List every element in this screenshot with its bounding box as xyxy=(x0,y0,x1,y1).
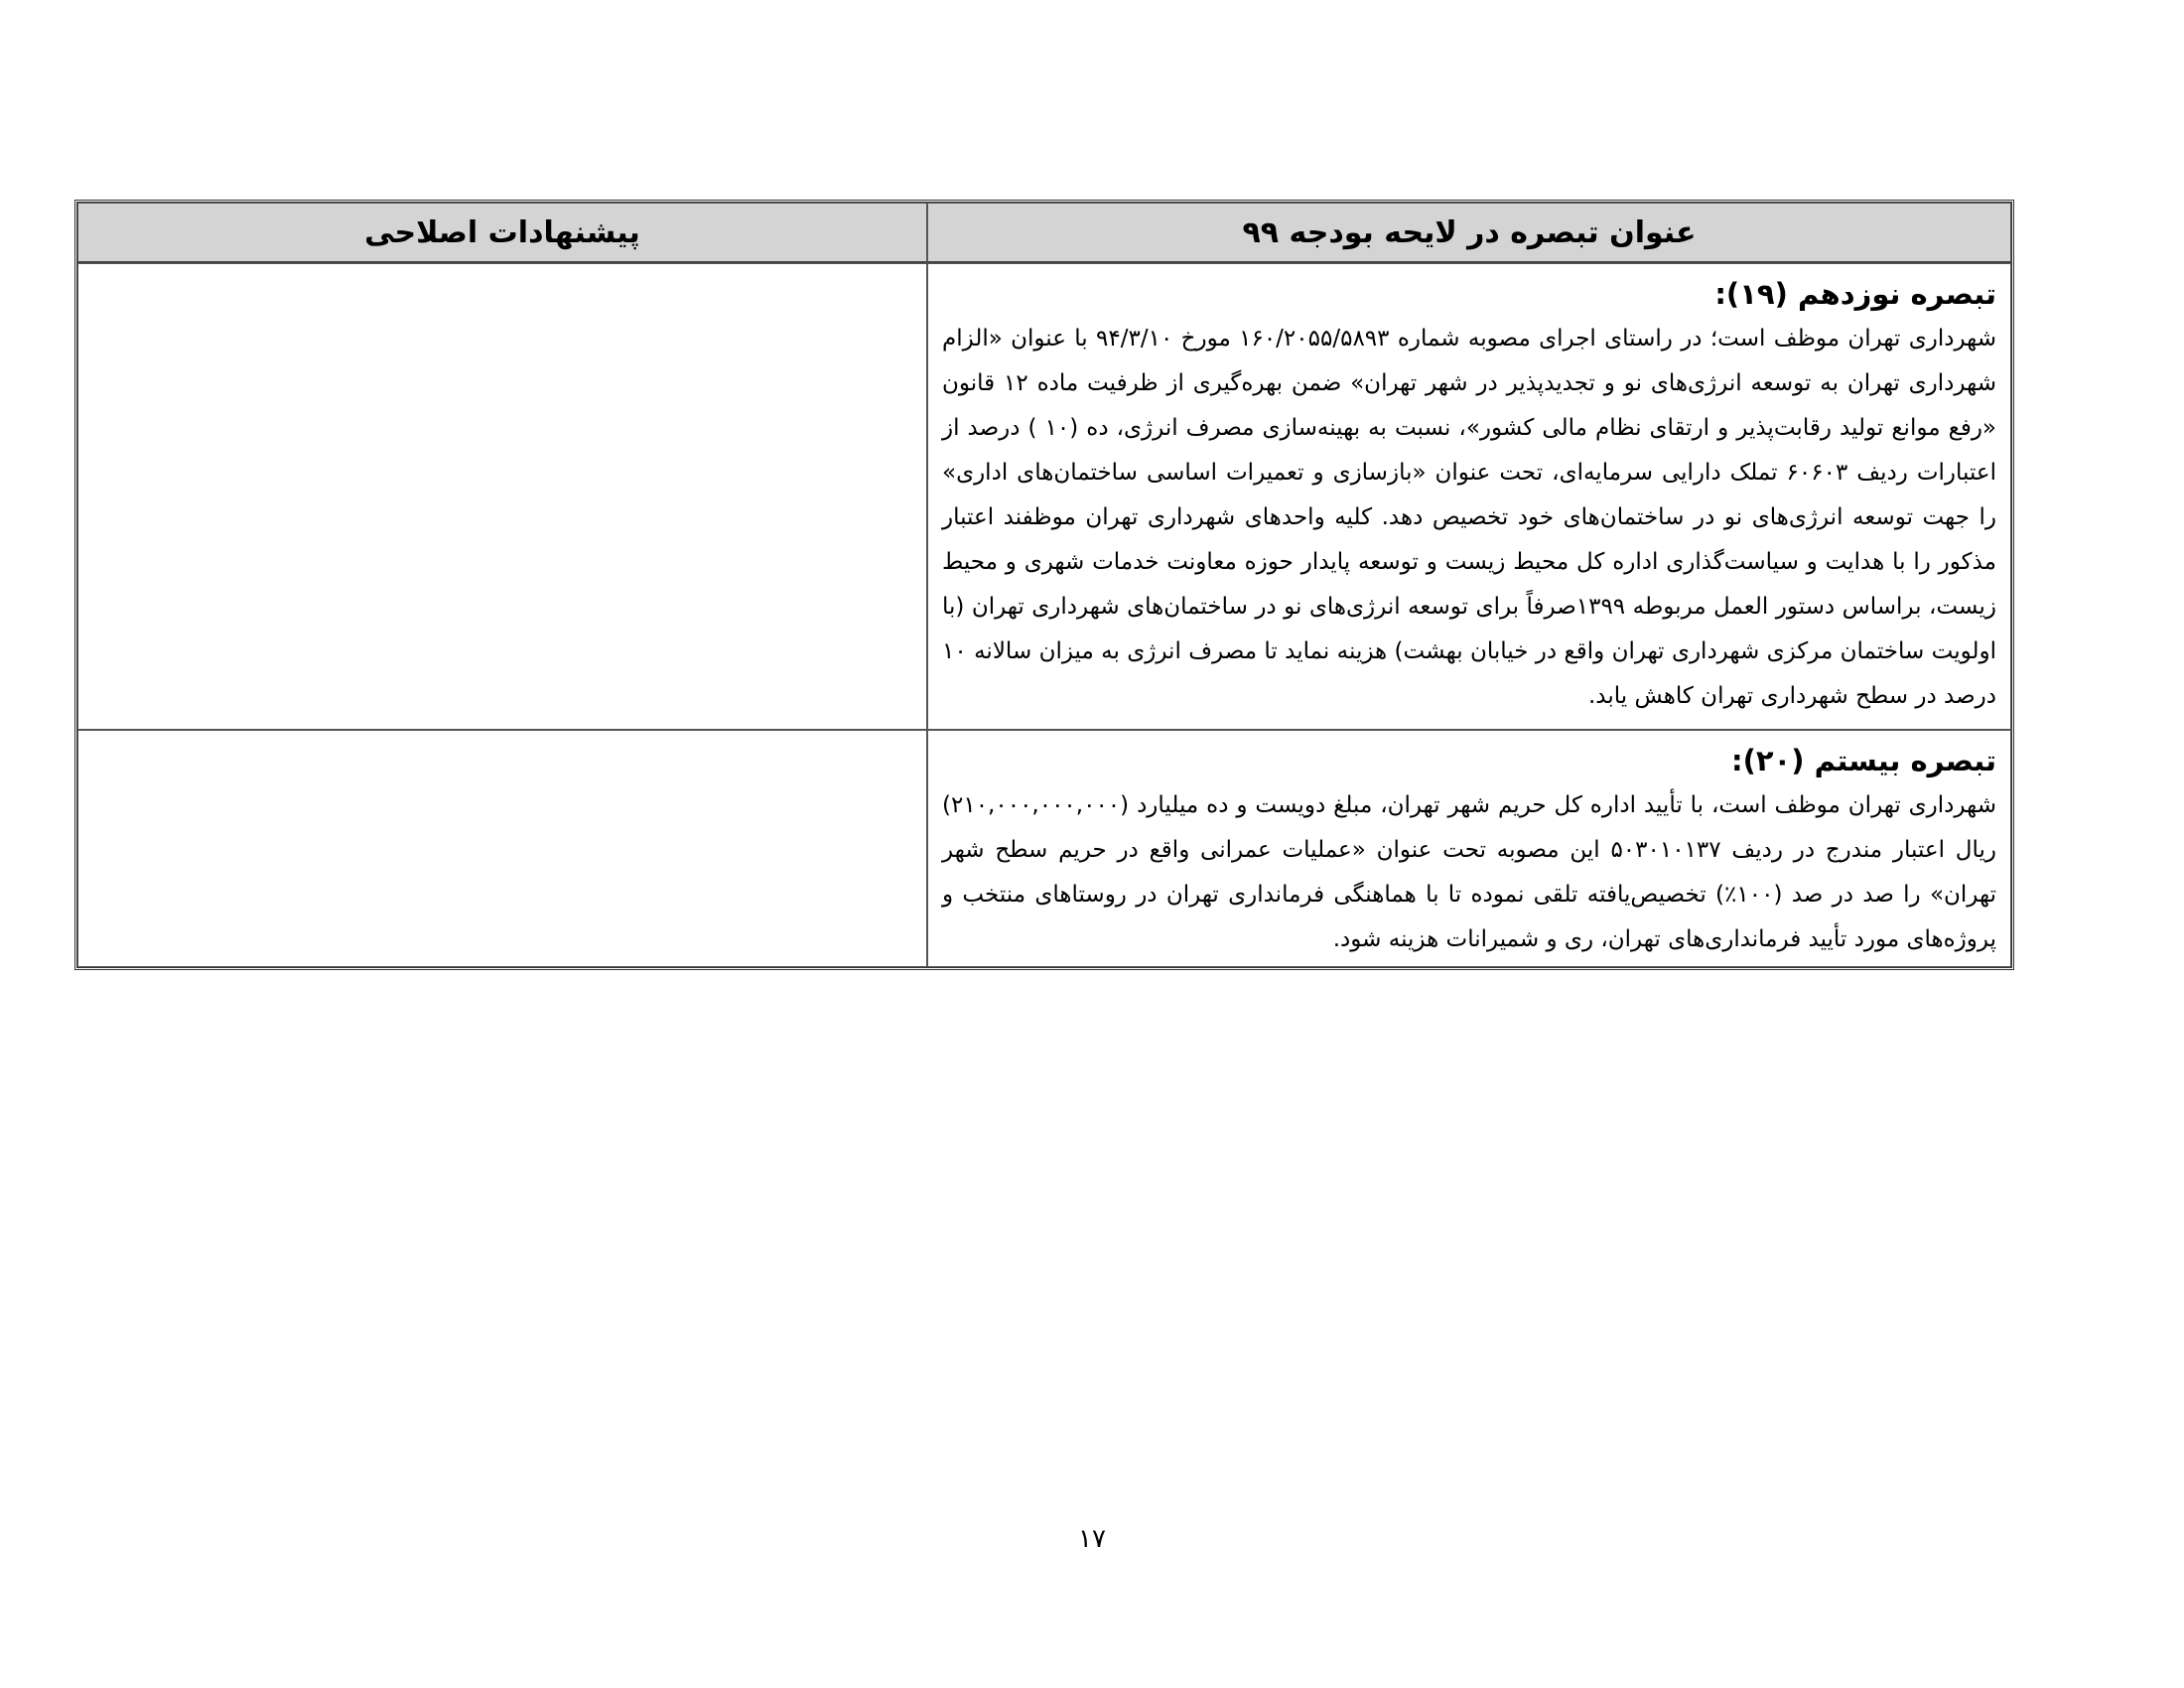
budget-clauses-table xyxy=(74,200,2014,970)
clause-19-body: شهرداری تهران موظف است؛ در راستای اجرای مصوبه شماره ۱۶۰/۲۰۵۵/۵۸۹۳ مورخ ۹۴/۳/۱۰ با عنوان «الزام شهرداری تهران به توسعه انرژی‌های نو و تجدیدپذیر در شهر تهران» ضمن بهره‌گیری از ظرفیت ماده ۱۲ قانون «رفع موانع تولید رقابت‌پذیر و ارتقای نظام مالی کشور»، نسبت به بهینه‌سازی مصرف انرژی، ده (۱۰ ) درصد از اعتبارات ردیف ۶۰۶۰۳ تملک دارایی سرمایه‌ای، تحت عنوان «بازسازی و تعمیرات اساسی ساختمان‌های اداری» را جهت توسعه انرژی‌های نو در ساختمان‌های خود تخصیص دهد. کلیه واحدهای شهرداری تهران موظفند اعتبار مذکور را با هدایت و سیاست‌گذاری اداره کل محیط زیست و توسعه پایدار حوزه معاونت خدمات شهری و محیط زیست، براساس دستور العمل مربوطه ۱۳۹۹صرفاً برای توسعه انرژی‌های نو در ساختمان‌های شهرداری تهران (با اولویت ساختمان مرکزی شهرداری تهران واقع در خیابان بهشت) هزینه نماید تا مصرف انرژی به میزان سالانه ۱۰ درصد در سطح شهرداری تهران کاهش یابد. xyxy=(942,326,1997,709)
table-row xyxy=(77,730,2011,967)
clause-20-body: شهرداری تهران موظف است، با تأیید اداره کل حریم شهر تهران، مبلغ دویست و ده میلیارد (۲۱۰,۰۰۰,۰۰۰,۰۰۰) ریال اعتبار مندرج در ردیف ۵۰۳۰۱۰۱۳۷ این مصوبه تحت عنوان «عملیات عمرانی واقع در حریم سطح شهر تهران» را صد در صد (۱۰۰٪) تخصیص‌یافته تلقی نموده تا با هماهنگی فرمانداری تهران در روستاهای منتخب و پروژه‌های مورد تأیید فرمانداری‌های تهران، ری و شمیرانات هزینه شود. xyxy=(942,792,1996,952)
clause-20-heading: تبصره بیستم (۲۰): xyxy=(1731,744,1996,777)
clause-19-suggestion xyxy=(78,264,926,276)
header-suggestions: پیشنهادات اصلاحی xyxy=(77,203,927,263)
clause-19-cell xyxy=(927,263,2011,730)
clause-20-suggestion xyxy=(78,731,926,743)
clause-20-cell xyxy=(927,730,2011,967)
clause-19-suggestion-cell xyxy=(77,263,927,730)
table-row xyxy=(77,263,2011,730)
clause-20-suggestion-cell xyxy=(77,730,927,967)
table-header-row xyxy=(77,203,2011,263)
page-number: ۱۷ xyxy=(1078,1524,1106,1554)
clause-19-heading: تبصره نوزدهم (۱۹): xyxy=(1714,277,1996,311)
header-clause-title: عنوان تبصره در لایحه بودجه ۹۹ xyxy=(927,203,2011,263)
